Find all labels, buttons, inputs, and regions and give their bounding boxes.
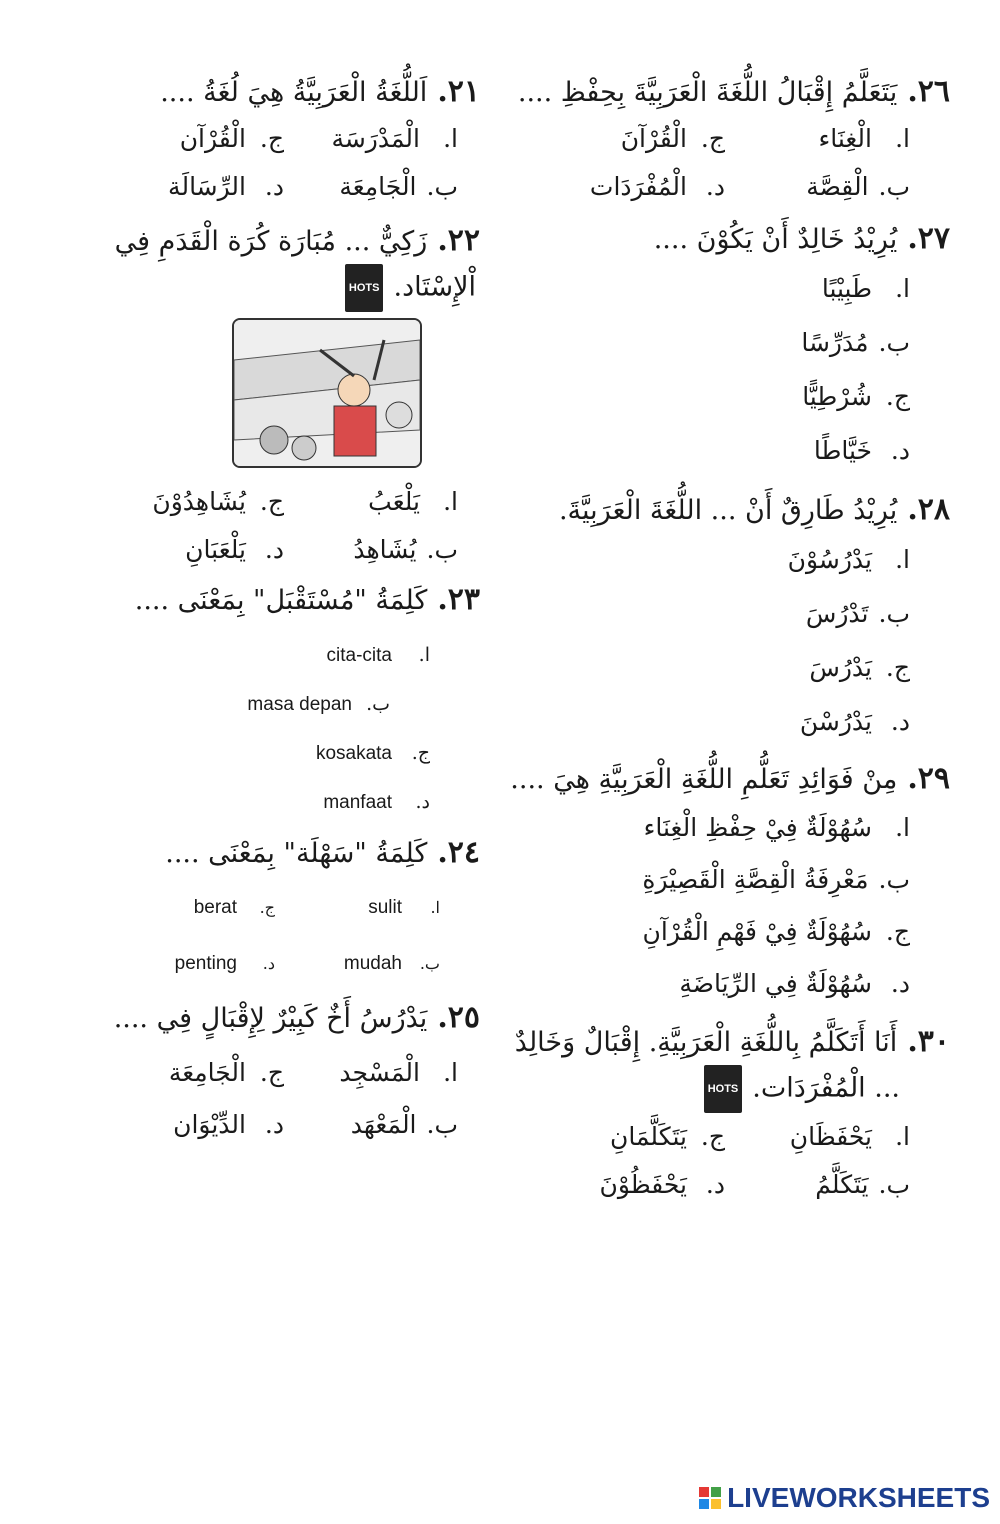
option-d[interactable] [110,1099,284,1151]
question-text-cont: اْلإِسْتَاد. [393,271,476,303]
option-text: يَدْرُسَ [809,653,872,682]
option-label: د. [264,172,284,201]
option-label: د. [890,969,910,998]
option-text: الْمَعْهَد [350,1110,417,1139]
question-text: يُرِيْدُ طَارِقٌ أَنْ ... اللُّغَةَ الْعَرَبِيَّةَ. [558,495,898,526]
option-b[interactable] [725,163,910,211]
option-label: ب. [878,172,910,201]
option-text: سُهُوْلَةٌ فِيْ حِفْظِ الْغِنَاء [643,813,872,842]
option-text: الْمَدْرَسَة [331,124,420,153]
option-b[interactable] [540,316,910,370]
liveworksheets-footer [699,1482,990,1514]
option-a[interactable] [110,631,430,680]
option-d[interactable] [110,936,275,992]
option-label: ج. [259,1058,284,1087]
option-text: mudah [343,953,402,974]
option-text: يَتَكَلَّمَانِ [609,1122,687,1151]
option-label: ج. [885,382,910,411]
option-text: الرِّسَالَة [168,172,246,201]
option-label: ج. [411,742,430,764]
option-label: ب. [426,1110,458,1139]
option-text: يَحْفَظَانِ [789,1122,872,1151]
options [110,631,480,827]
option-label: ج. [885,917,910,946]
option-text: يَلْعَبُ [368,487,420,516]
option-label: ب. [878,1170,910,1199]
option-text: سُهُوْلَةٌ فِيْ فَهْمِ الْقُرْآنِ [642,917,872,946]
option-text: يَحْفَظُوْنَ [599,1170,687,1199]
option-text: berat [193,897,237,918]
option-label: ا. [418,644,430,666]
options [110,880,480,992]
option-label: ا. [443,1058,458,1087]
stadium-illustration [232,318,422,468]
option-text: cita-cita [326,645,392,666]
option-text: الْقِصَّة [806,172,869,201]
option-label: ا. [895,545,910,574]
option-c[interactable] [540,370,910,424]
options [110,478,480,574]
question-text: أَنَا أَتَكَلَّمُ بِاللُّغَةِ الْعَرَبِيَّةِ. إِقْبَالٌ وَخَالِدٌ [514,1027,898,1058]
option-text: الدِّيْوَان [173,1110,246,1139]
option-label: ا. [430,898,440,917]
option-text: سُهُوْلَةٌ فِي الرِّيَاضَةِ [679,969,872,998]
option-c[interactable] [110,478,284,526]
option-label: ج. [259,487,284,516]
question-21 [110,70,480,211]
option-d[interactable] [540,1161,725,1209]
option-text: يُشَاهِدُ [353,535,417,564]
brand-name: LIVEWORKSHEETS [727,1482,990,1513]
options [110,115,480,211]
option-c[interactable] [110,1047,284,1099]
question-30 [514,1020,950,1209]
question-number: ٢٤. [437,835,480,870]
hots-badge: HOTS [704,1065,743,1113]
option-label: ب. [366,693,390,715]
option-label: ج. [259,124,284,153]
option-b[interactable] [110,680,430,729]
option-text: يُشَاهِدُوْنَ [152,487,246,516]
option-a[interactable] [540,802,910,854]
option-label: ا. [895,274,910,303]
option-label: د. [705,1170,725,1199]
question-25 [110,996,480,1151]
option-d[interactable] [110,778,430,827]
option-b[interactable] [284,1099,458,1151]
question-text-continued [110,264,480,312]
option-a[interactable] [725,115,910,163]
option-text: manfaat [323,792,392,813]
question-text: مِنْ فَوَائِدِ تَعَلُّمِ اللُّغَةِ الْعَرَبِيَّةِ هِيَ .... [510,764,898,795]
question-text: زَكِيٌّ ... مُبَارَة كُرَة الْقَدَمِ فِي [114,226,428,257]
option-text: الْجَامِعَة [339,172,417,201]
option-c[interactable] [540,115,725,163]
option-text: الْقُرْآنَ [620,124,687,153]
option-c[interactable] [540,641,910,695]
question-text-cont: ... الْمُفْرَدَات. [752,1072,900,1104]
option-c[interactable] [540,1113,725,1161]
option-a[interactable] [540,262,910,316]
question-text: يُرِيْدُ خَالِدٌ أَنْ يَكُوْنَ .... [653,224,898,255]
question-number: ٢٢. [437,223,480,258]
question-number: ٢٨. [907,492,950,527]
question-22 [110,219,480,574]
option-a[interactable] [725,1113,910,1161]
option-a[interactable] [284,115,458,163]
option-text: الْقُرْآن [179,124,246,153]
options [110,1047,480,1151]
option-label: ب. [426,535,458,564]
option-label: ج. [885,653,910,682]
question-27 [540,217,950,478]
options [540,802,950,1010]
option-label: ا. [895,1122,910,1151]
option-text: خَيَّاطًا [813,436,872,465]
option-label: د. [264,535,284,564]
option-c[interactable] [110,115,284,163]
option-label: ج. [700,1122,725,1151]
option-text: تَدْرُسَ [805,599,869,628]
option-text: الْغِنَاء [818,124,872,153]
right-column [510,70,950,1209]
option-b[interactable] [725,1161,910,1209]
option-text: يَدْرُسْنَ [799,707,872,736]
question-number: ٢٧. [907,221,950,256]
options [540,1113,950,1209]
option-c[interactable] [110,729,430,778]
question-number: ٢٩. [907,761,950,796]
option-a[interactable] [275,880,440,936]
option-label: ب. [426,172,458,201]
option-label: ب. [878,328,910,357]
question-number: ٢٥. [437,1000,480,1035]
option-text: مَعْرِفَةُ الْقِصَّةِ الْقَصِيْرَةِ [642,865,869,894]
option-text: الْمُفْرَدَات [589,172,687,201]
options [540,533,950,749]
option-c[interactable] [110,880,275,936]
option-a[interactable] [540,533,910,587]
option-label: د. [890,707,910,736]
liveworksheets-logo-icon [699,1487,721,1509]
left-column [110,70,480,1151]
question-number: ٢٦. [907,74,950,109]
option-d[interactable] [110,526,284,574]
question-28 [540,488,950,749]
option-label: ب. [878,865,910,894]
option-b[interactable] [284,526,458,574]
question-text: يَدْرُسُ أَخٌ كَبِيْرٌ لِإِقْبَالٍ فِي .... [113,1003,428,1034]
option-text: masa depan [247,694,352,715]
option-label: ج. [700,124,725,153]
option-label: د. [890,436,910,465]
option-label: ا. [895,813,910,842]
option-text: طَبِيْبًا [821,274,872,303]
hots-badge: HOTS [345,264,384,312]
option-d[interactable] [540,958,910,1010]
question-number: ٣٠. [907,1024,950,1059]
option-c[interactable] [540,906,910,958]
option-text: يَتَكَلَّمُ [815,1170,869,1199]
option-label: ا. [895,124,910,153]
option-text: penting [174,953,237,974]
option-text: مُدَرِّسًا [801,328,869,357]
option-b[interactable] [284,163,458,211]
question-26 [517,70,950,211]
option-d[interactable] [540,163,725,211]
question-text: كَلِمَةُ "سَهْلَة" بِمَعْنَى .... [165,838,428,869]
option-label: د. [264,1110,284,1139]
option-label: د. [415,791,430,813]
option-a[interactable] [284,1047,458,1099]
option-d[interactable] [540,424,910,478]
question-24 [110,831,480,992]
question-number: ٢١. [437,74,480,109]
question-text: كَلِمَةُ "مُسْتَقْبَل" بِمَعْنَى .... [134,585,428,616]
question-number: ٢٣. [437,582,480,617]
option-label: د. [262,954,275,973]
option-text: kosakata [315,743,392,764]
option-b[interactable] [540,854,910,906]
option-text: الْجَامِعَة [168,1058,246,1087]
option-b[interactable] [540,587,910,641]
option-label: ا. [443,124,458,153]
question-text: اَللُّغَةُ الْعَرَبِيَّةُ هِيَ لُغَةُ .... [160,77,428,108]
option-text: الْمَسْجِد [339,1058,420,1087]
options [540,115,950,211]
option-text: يَدْرُسُوْنَ [787,545,872,574]
question-text: يَتَعَلَّمُ إِقْبَالُ اللُّغَةَ الْعَرَبِيَّةَ بِحِفْظِ .... [517,77,898,108]
option-text: شُرْطِيًّا [802,382,872,411]
option-d[interactable] [540,695,910,749]
options [540,262,950,478]
option-label: ب. [419,954,440,973]
option-a[interactable] [284,478,458,526]
question-29 [510,757,950,1010]
option-d[interactable] [110,163,284,211]
option-text: sulit [368,897,402,918]
option-text: يَلْعَبَانِ [185,535,246,564]
option-label: ا. [443,487,458,516]
option-label: ب. [878,599,910,628]
option-b[interactable] [275,936,440,992]
question-23 [110,578,480,827]
option-label: د. [705,172,725,201]
question-text-continued [540,1065,950,1113]
option-label: ج. [259,898,275,917]
